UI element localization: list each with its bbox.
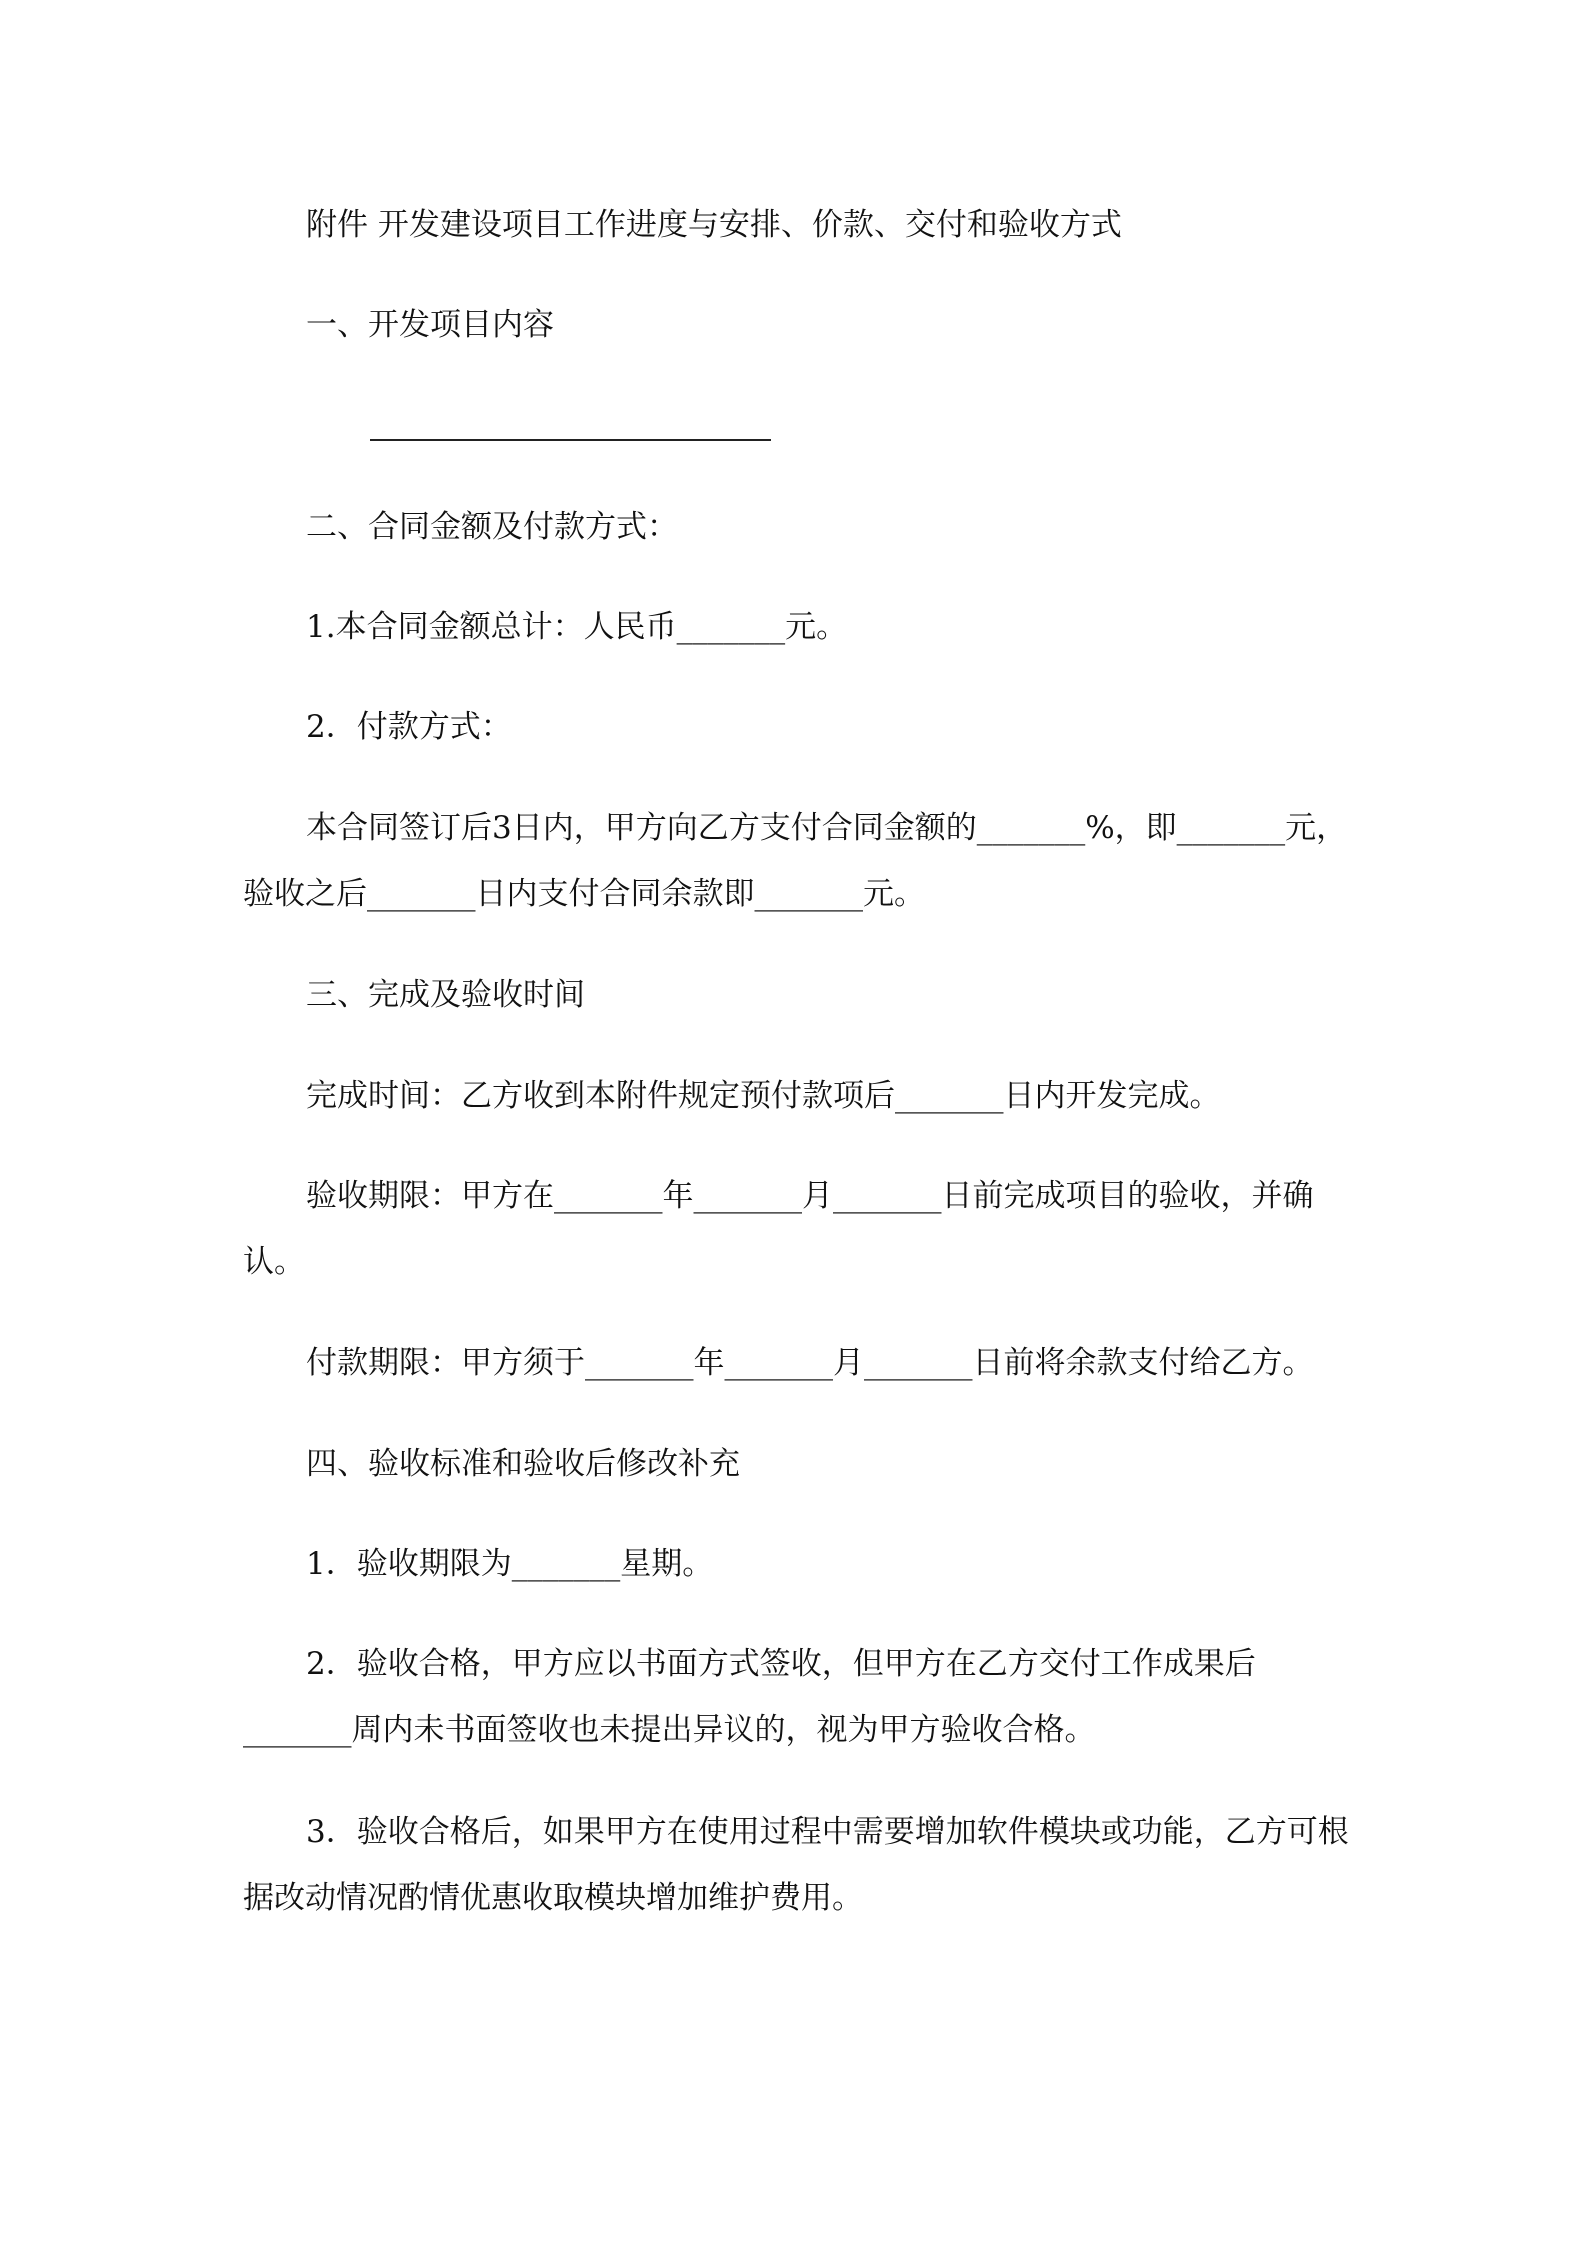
- section4-heading: 四、验收标准和验收后修改补充: [306, 1446, 740, 1482]
- payment-deadline-paragraph: 付款期限：甲方须于_______年_______月_______日前将余款支付给乙方。: [306, 1345, 1314, 1381]
- post-acceptance-modification-item: 3．验收合格后，如果甲方在使用过程中需要增加软件模块或功能，乙方可根据改动情况酌情优惠收取模块增加维护费用。: [243, 1814, 1349, 1916]
- section2-heading: 二、合同金额及付款方式：: [306, 509, 678, 545]
- project-content-blank-line: [370, 439, 771, 441]
- section1-heading: 一、开发项目内容: [306, 307, 554, 343]
- document-title: 附件 开发建设项目工作进度与安排、价款、交付和验收方式: [306, 207, 1122, 243]
- payment-method-item: 2．付款方式：: [306, 709, 512, 745]
- acceptance-signoff-item: 2．验收合格，甲方应以书面方式签收，但甲方在乙方交付工作成果后_______周内未书面签收也未提出异议的，视为甲方验收合格。: [243, 1646, 1256, 1748]
- acceptance-deadline-paragraph: 验收期限：甲方在_______年_______月_______日前完成项目的验收，并确认。: [243, 1178, 1314, 1280]
- acceptance-period-item: 1．验收期限为_______星期。: [306, 1546, 714, 1582]
- contract-amount-item: 1.本合同金额总计：人民币_______元。: [306, 609, 848, 645]
- section3-heading: 三、完成及验收时间: [306, 977, 585, 1013]
- completion-time-paragraph: 完成时间：乙方收到本附件规定预付款项后_______日内开发完成。: [306, 1078, 1221, 1114]
- payment-terms-paragraph: 本合同签订后3日内，甲方向乙方支付合同金额的_______%，即_______元，验收之后_______日内支付合同余款即_______元。: [243, 810, 1348, 912]
